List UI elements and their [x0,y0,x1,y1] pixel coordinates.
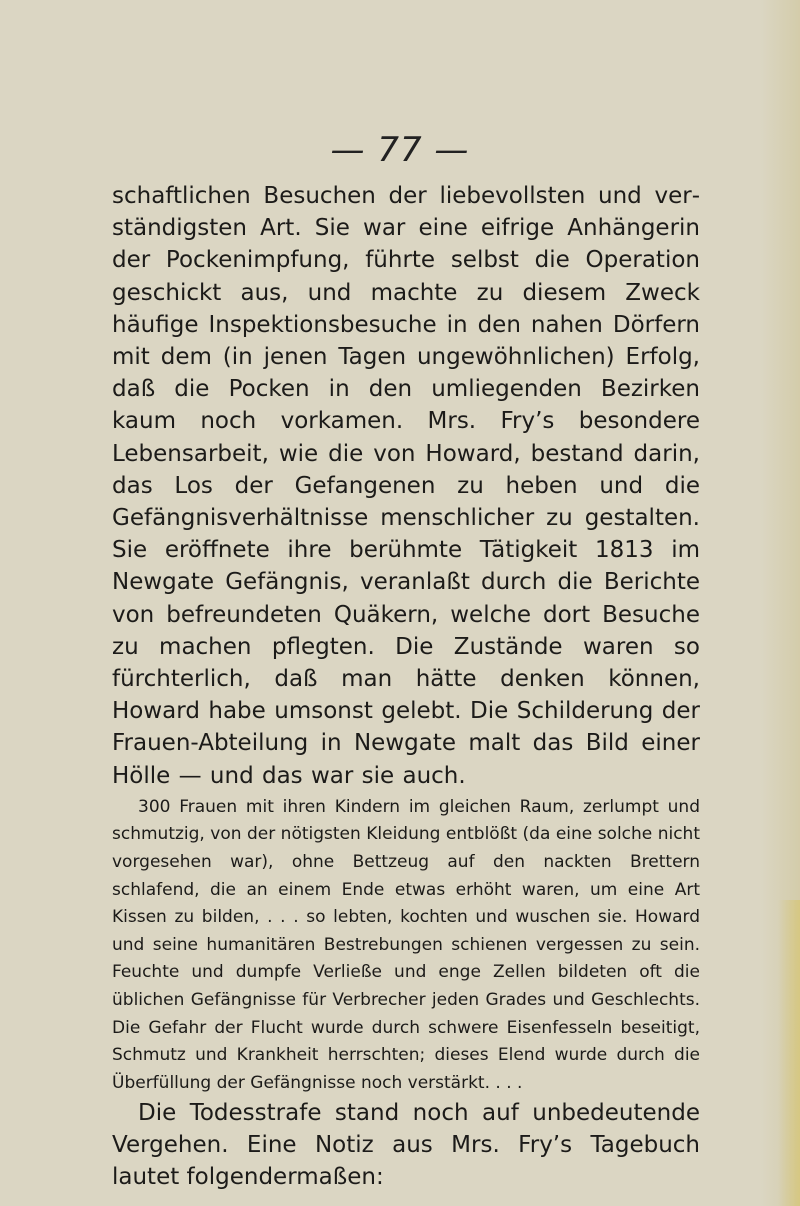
page-number: — 77 — [330,130,470,170]
paragraph-after: Die Todesstrafe stand noch auf unbedeutende Vergehen. Eine Notiz aus Mrs. Fry’s Tagebuch lautet folgendermaßen: [112,1100,700,1191]
page-edge-stain [778,900,800,1206]
text-block [112,180,700,1193]
paragraph-quote: 300 Frauen mit ihren Kindern im gleichen Raum, zerlumpt und schmutzig, von der nötigsten Kleidung entblößt (da eine solche nicht vorgesehen war), ohne Bettzeug auf den nackten Brettern schlafend, die an einem Ende etwas erhöht waren, um eine Art Kissen zu bilden, . . . so lebten, kochten und wuschen sie. Howard und seine humanitären Bestrebungen schienen vergessen zu sein. Feuchte und dumpfe Verließe und enge Zellen bildeten oft die üblichen Gefängnisse für Verbrecher jeden Grades und Geschlechts. Die Gefahr der Flucht wurde durch schwere Eisenfesseln beseitigt, Schmutz und Krankheit herrschten; dieses Elend wurde durch die Überfüllung der Gefängnisse noch verstärkt. . . . [112,796,700,1093]
paragraph-main: schaftlichen Besuchen der liebevollsten und verständigsten Art. Sie war eine eifrige Anhängerin der Pockenimpfung, führte selbst die Operation geschickt aus, und machte zu diesem Zweck häufige Inspektionsbesuche in den nahen Dörfern mit dem (in jenen Tagen ungewöhnlichen) Erfolg, daß die Pocken in den umliegenden Bezirken kaum noch vorkamen. Mrs. Fry’s besondere Lebensarbeit, wie die von Howard, bestand darin, das Los der Gefangenen zu heben und die Gefängnisverhältnisse menschlicher zu gestalten. Sie eröffnete ihre berühmte Tätigkeit 1813 im Newgate Gefängnis, veranlaßt durch die Berichte von befreundeten Quäkern, welche dort Besuche zu machen pflegten. Die Zustände waren so fürchterlich, daß man hätte denken können, Howard habe umsonst gelebt. Die Schilderung der Frauen-Abteilung in Newgate malt das Bild einer Hölle — und das war sie auch. [112,183,700,789]
